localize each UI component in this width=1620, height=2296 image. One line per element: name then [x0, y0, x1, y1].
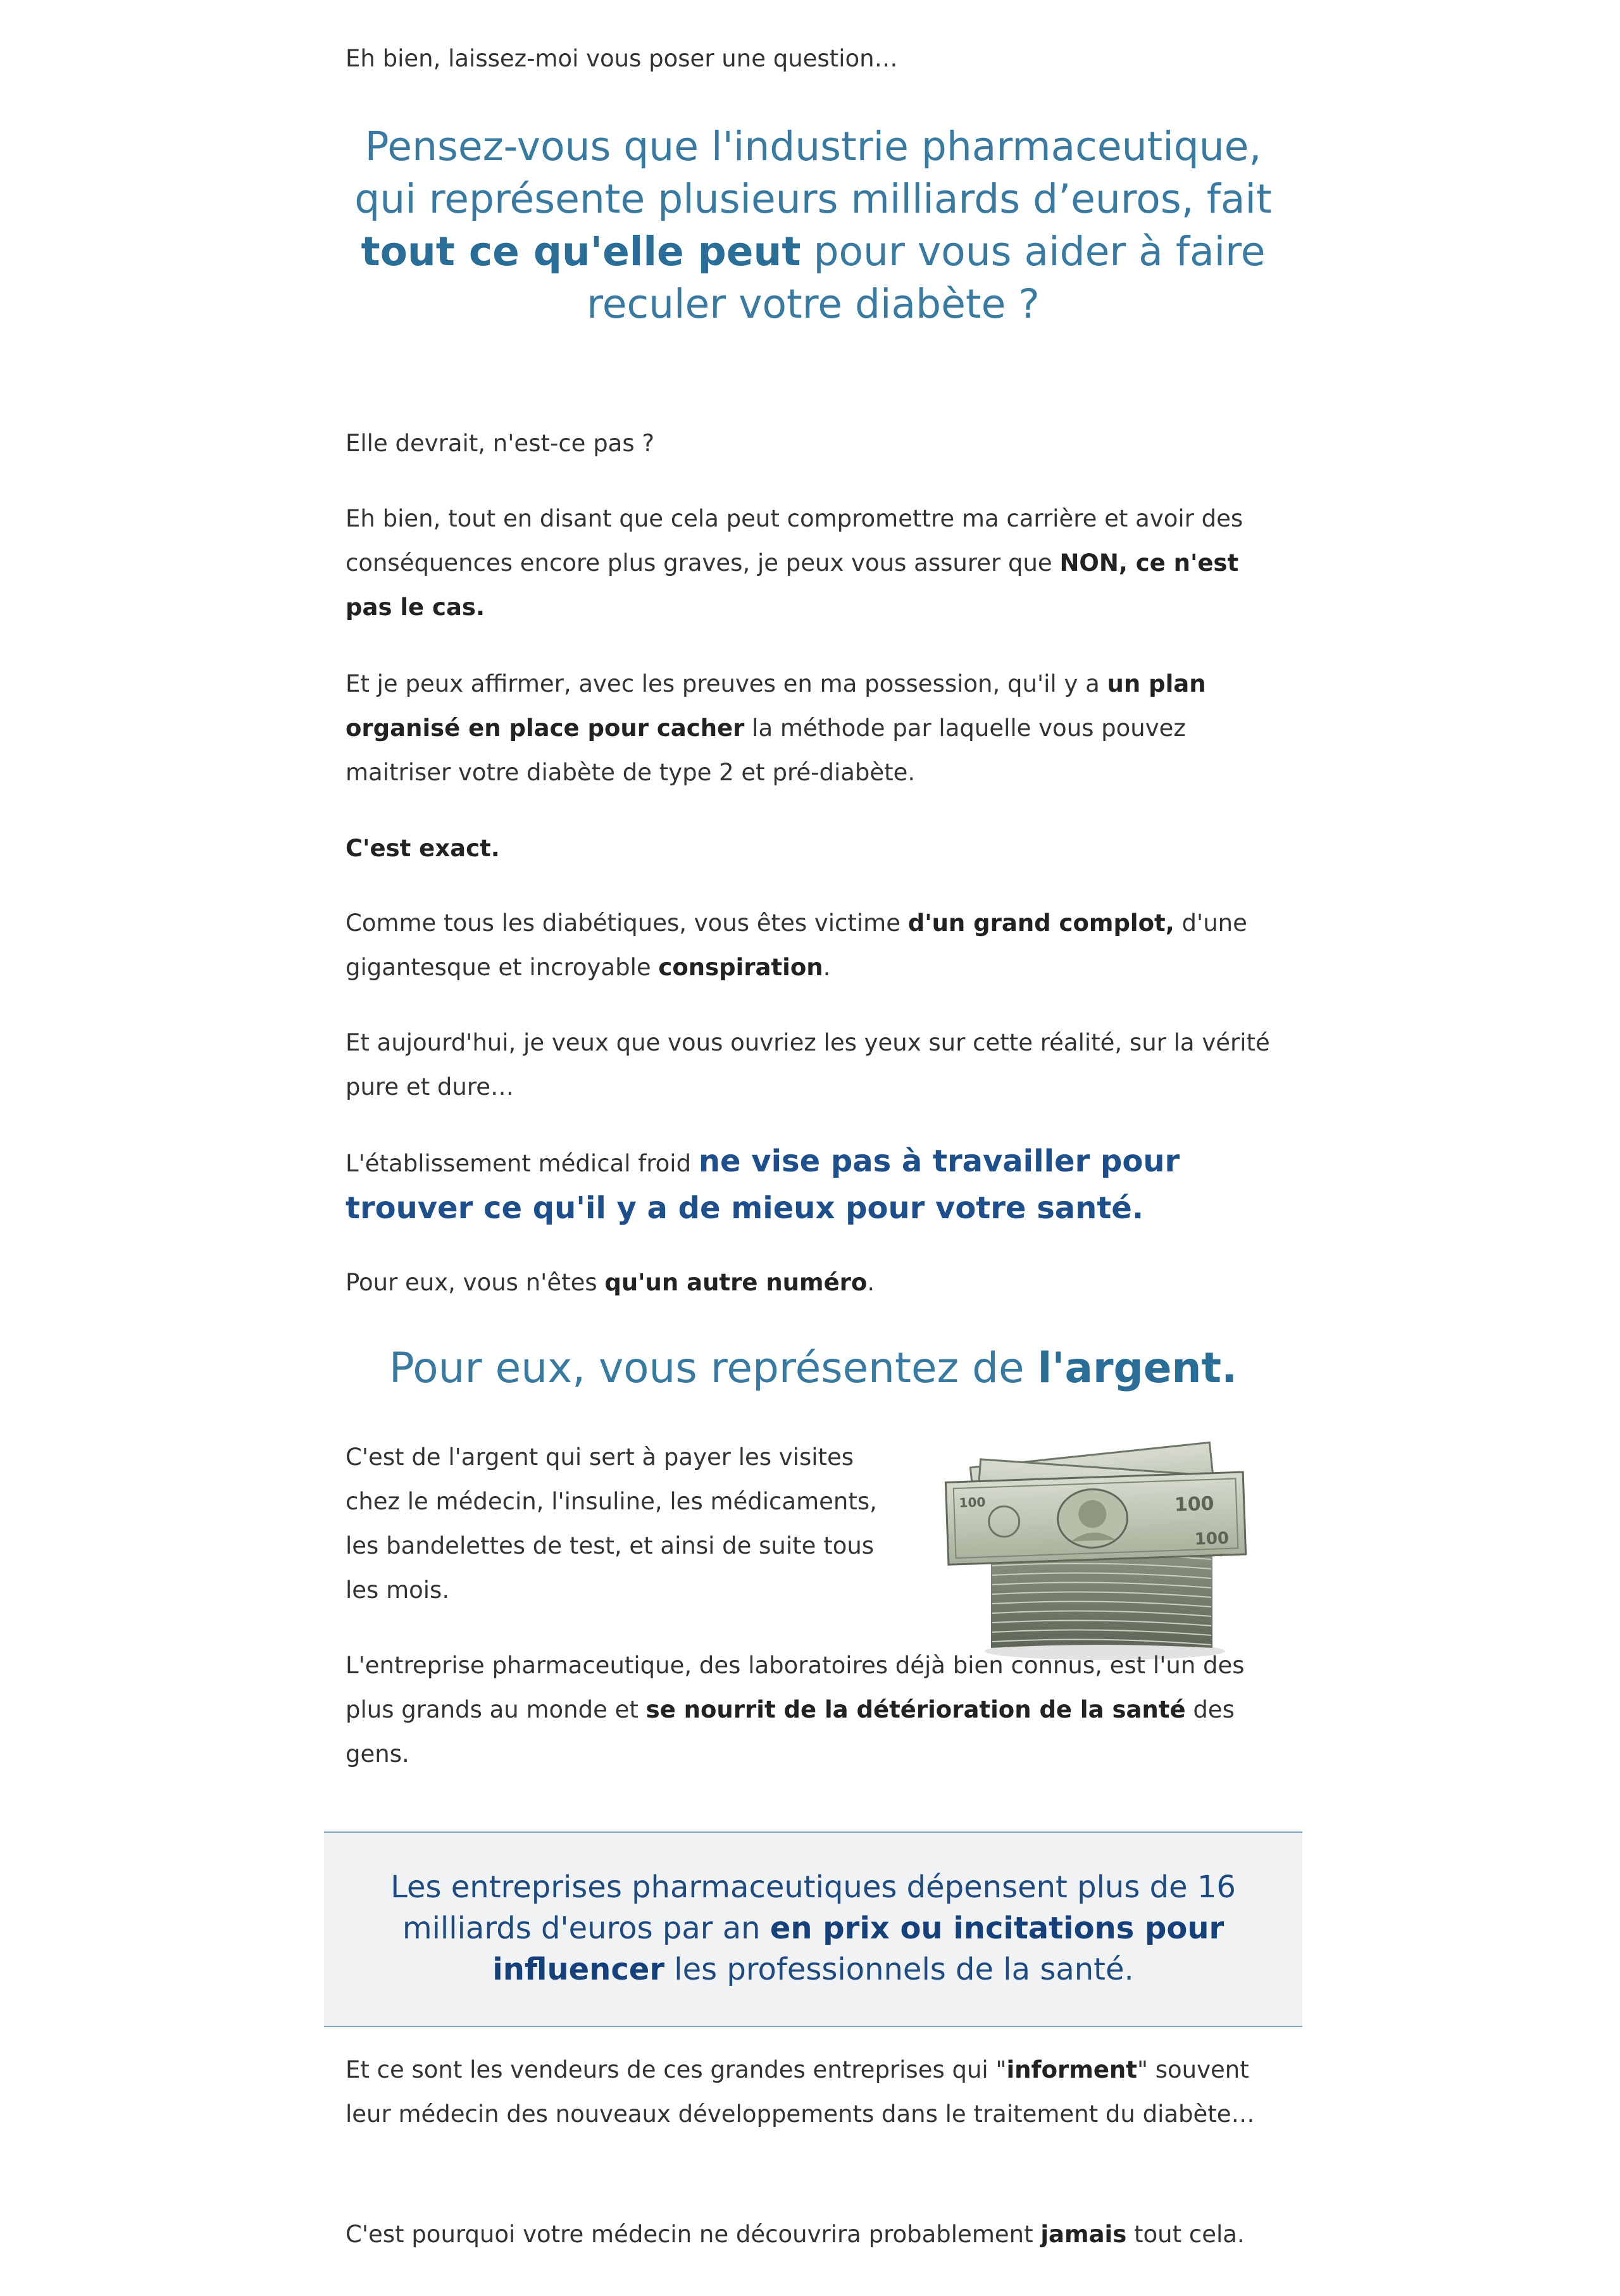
argent-text: C'est de l'argent qui sert à payer les visites chez le médecin, l'insuline, les médicaments, les bandelettes de test, et ainsi de suite tous les mois. — [346, 1444, 877, 1604]
stack-of-dollar-bills-image — [934, 1439, 1257, 1661]
complot-bold2: conspiration — [658, 954, 823, 981]
paragraph-elle-devrait — [324, 421, 1282, 466]
entreprise-text — [346, 1644, 1282, 1776]
numero-plain: Pour eux, vous n'êtes — [346, 1269, 605, 1296]
complot-bold1: d'un grand complot, — [907, 909, 1174, 937]
callout-text1: Les entreprises pharmaceutiques dépensent plus de 16 milliards d'euros par an — [390, 1869, 1236, 1946]
affirmer-text — [346, 662, 1282, 795]
carriere-text-plain: Eh bien, tout en disant que cela peut compromettre ma carrière et avoir des conséquences encore plus graves, je peux vous assurer que — [346, 505, 1243, 577]
etablissement-blue-emphasis: ne vise pas à travailler pour trouver ce qu'il y a de mieux pour votre santé. — [346, 1144, 1180, 1226]
aujourdhui-text: Et aujourd'hui, je veux que vous ouvriez les yeux sur cette réalité, sur la vérité pure et dure… — [346, 1029, 1270, 1101]
entreprise-text2: des gens. — [346, 1696, 1235, 1768]
intro-text: Eh bien, laissez-moi vous poser une question… — [346, 45, 898, 72]
pourquoi-text — [346, 2212, 1282, 2257]
pourquoi-bold: jamais — [1040, 2221, 1127, 2248]
affirmer-bold: un plan organisé en place pour cacher — [346, 670, 1206, 742]
pourquoi-text2: tout cela. — [1126, 2221, 1245, 2248]
carriere-sep: , — [1118, 549, 1136, 577]
affirmer-text1: Et je peux affirmer, avec les preuves en ma possession, qu'il y a — [346, 670, 1107, 697]
exact-text — [346, 827, 1282, 871]
exact-bold: C'est exact. — [346, 835, 500, 862]
entreprise-text1: L'entreprise pharmaceutique, des laboratoires déjà bien connus, est l'un des plus grands au monde et — [346, 1652, 1245, 1723]
complot-text — [346, 901, 1282, 990]
svg-text:100: 100 — [1174, 1492, 1215, 1516]
headline-part1: Pensez-vous que l'industrie pharmaceutique, qui représente plusieurs milliards d’euros, fait — [354, 123, 1272, 222]
money-text — [346, 1435, 902, 1613]
callout-text2: les professionnels de la santé. — [664, 1952, 1134, 1987]
argent-heading — [324, 1343, 1302, 1394]
callout-text — [362, 1867, 1264, 1990]
paragraph-entreprise — [324, 1644, 1282, 1776]
paragraph-carriere — [324, 497, 1282, 630]
argent-heading-plain: Pour eux, vous représentez de — [389, 1344, 1038, 1392]
paragraph-exact — [324, 827, 1282, 871]
complot-text2: d'une gigantesque et incroyable — [346, 909, 1247, 981]
complot-text3: . — [823, 954, 831, 981]
complot-text1: Comme tous les diabétiques, vous êtes victime — [346, 909, 908, 937]
callout-box — [324, 1831, 1302, 2027]
numero-end: . — [867, 1269, 875, 1296]
carriere-bold-non: NON — [1059, 549, 1119, 577]
paragraph-aujourdhui — [324, 1021, 1282, 1109]
paragraph-vendeurs — [324, 2048, 1282, 2137]
headline-bold: tout ce qu'elle peut — [361, 228, 801, 275]
vendeurs-bold: informent — [1006, 2056, 1137, 2083]
paragraph-affirmer — [324, 662, 1282, 795]
paragraph-complot — [324, 901, 1282, 990]
argent-heading-block — [324, 1343, 1302, 1394]
svg-text:100: 100 — [959, 1494, 986, 1511]
paragraph-numero — [324, 1261, 1282, 1305]
intro-block — [324, 37, 1282, 81]
affirmer-text2: la méthode par laquelle vous pouvez maitriser votre diabète de type 2 et pré-diabète. — [346, 714, 1186, 786]
argent-heading-bold: l'argent. — [1037, 1344, 1238, 1392]
numero-bold: qu'un autre numéro — [604, 1269, 868, 1296]
headline-block — [324, 120, 1302, 330]
elle-devrait-text: Elle devrait, n'est-ce pas ? — [346, 430, 655, 457]
carriere-bold-pas-le-cas: ce n'est pas le cas. — [346, 549, 1239, 621]
vendeurs-text1: Et ce sont les vendeurs de ces grandes entreprises qui " — [346, 2056, 1007, 2083]
paragraph-pourquoi — [324, 2212, 1282, 2257]
svg-text:100: 100 — [1194, 1528, 1230, 1549]
dollar-stack-illustration — [934, 1439, 1257, 1661]
headline — [324, 120, 1302, 330]
etablissement-plain: L'établissement médical froid — [346, 1150, 699, 1177]
entreprise-bold: se nourrit de la détérioration de la santé — [645, 1696, 1186, 1723]
headline-part2: pour vous aider à faire reculer votre diabète ? — [587, 228, 1266, 327]
top-bills — [945, 1442, 1245, 1564]
callout-bold: en prix ou incitations pour influencer — [492, 1911, 1224, 1987]
money-section — [324, 1435, 1282, 1613]
paragraph-etablissement — [324, 1139, 1282, 1233]
vendeurs-text — [346, 2048, 1282, 2137]
pourquoi-text1: C'est pourquoi votre médecin ne découvrira probablement — [346, 2221, 1041, 2248]
carriere-text — [346, 497, 1282, 630]
vendeurs-text2: " souvent leur médecin des nouveaux développements dans le traitement du diabète… — [346, 2056, 1255, 2128]
etablissement-text — [346, 1139, 1282, 1233]
callout — [324, 1831, 1302, 2027]
numero-text — [346, 1261, 1282, 1305]
